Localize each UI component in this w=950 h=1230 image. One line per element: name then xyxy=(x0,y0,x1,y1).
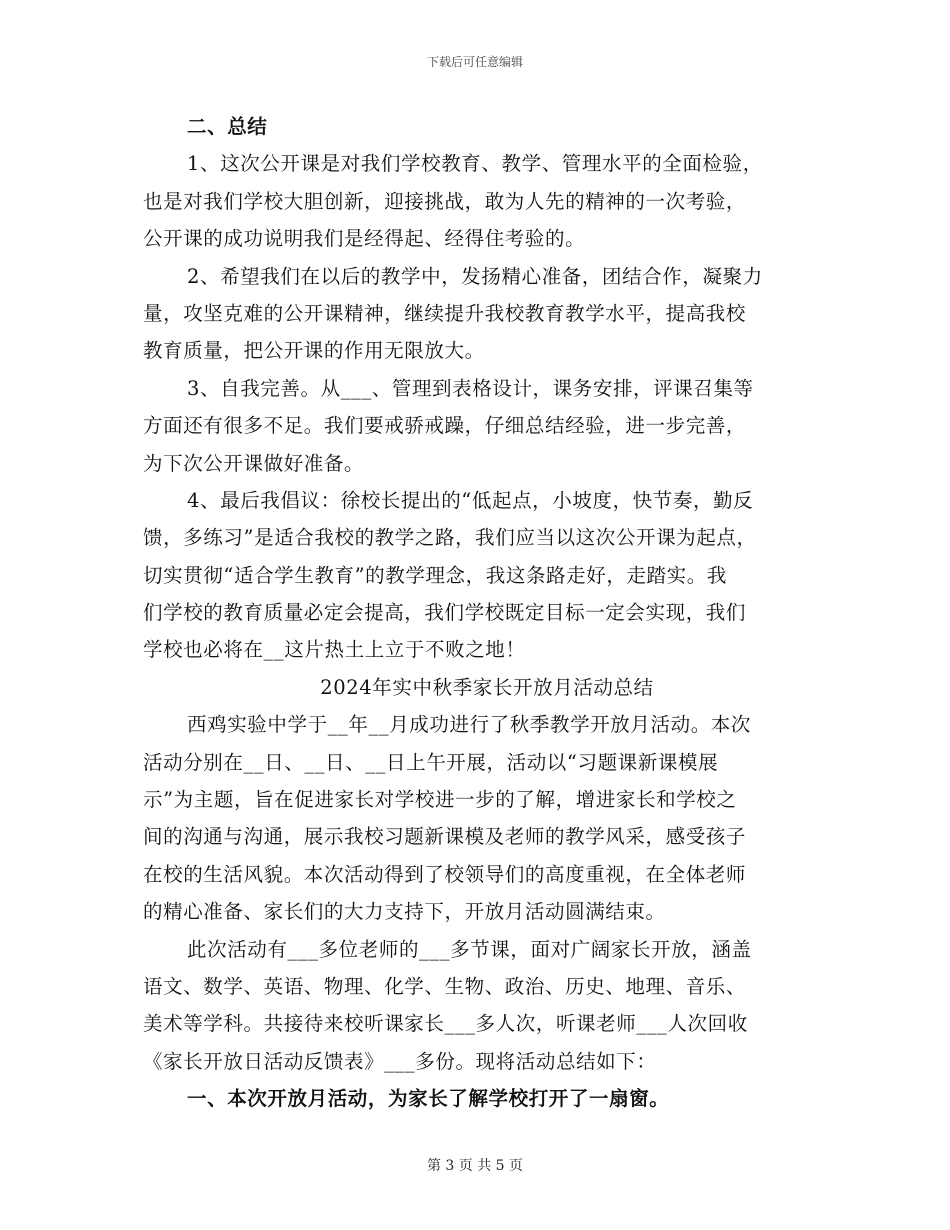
paragraph-line: 美术等学科。共接待来校听课家长___多人次，听课老师___人次回收 xyxy=(143,1012,748,1036)
section-heading-one: 一、本次开放月活动，为家长了解学校打开了一扇窗。 xyxy=(187,1087,670,1111)
header-note: 下载后可任意编辑 xyxy=(426,55,523,69)
document-title: 2024年实中秋季家长开放月活动总结 xyxy=(320,675,654,699)
paragraph-line: 示”为主题，旨在促进家长对学校进一步的了解，增进家长和学校之 xyxy=(143,788,737,812)
paragraph-line: 4、最后我倡议：徐校长提出的“低起点，小坡度，快节奏，勤反 xyxy=(187,488,754,512)
paragraph-line: 公开课的成功说明我们是经得起、经得住考验的。 xyxy=(143,227,586,251)
paragraph-line: 活动分别在__日、__日、__日上午开展，活动以“习题课新课模展 xyxy=(143,750,719,774)
paragraph-line: 学校也必将在__这片热土上立于不败之地！ xyxy=(143,638,526,662)
paragraph-line: 3、自我完善。从___、管理到表格设计，课务安排，评课召集等 xyxy=(187,376,754,400)
document-body xyxy=(143,108,811,1118)
paragraph-line: 间的沟通与沟通，展示我校习题新课模及老师的教学风采，感受孩子 xyxy=(143,825,747,849)
paragraph-line: 1、这次公开课是对我们学校教育、教学、管理水平的全面检验， xyxy=(187,152,763,176)
paragraph-line: 切实贯彻“适合学生教育”的教学理念，我这条路走好，走踏实。我 xyxy=(143,563,727,587)
paragraph-line: 语文、数学、英语、物理、化学、生物、政治、历史、地理、音乐、 xyxy=(143,974,747,998)
paragraph-line: 也是对我们学校大胆创新，迎接挑战，敢为人先的精神的一次考验， xyxy=(143,189,747,213)
paragraph-line: 们学校的教育质量必定会提高，我们学校既定目标一定会实现，我们 xyxy=(143,601,747,625)
paragraph-line: 的精心准备、家长们的大力支持下，开放月活动圆满结束。 xyxy=(143,900,666,924)
page-footer: 第 3 页 共 5 页 xyxy=(426,1158,524,1174)
paragraph-line: 为下次公开课做好准备。 xyxy=(143,451,365,475)
paragraph-line: 西鸡实验中学于__年__月成功进行了秋季教学开放月活动。本次 xyxy=(187,713,752,737)
paragraph-line: 方面还有很多不足。我们要戒骄戒躁，仔细总结经验，进一步完善， xyxy=(143,414,747,438)
paragraph-line: 此次活动有___多位老师的___多节课，面对广阔家长开放，涵盖 xyxy=(187,937,752,961)
paragraph-line: 2、希望我们在以后的教学中，发扬精心准备，团结合作，凝聚力 xyxy=(187,264,763,288)
paragraph-line: 馈，多练习”是适合我校的教学之路，我们应当以这次公开课为起点， xyxy=(143,526,757,550)
section-heading-summary: 二、总结 xyxy=(187,115,268,138)
paragraph-line: 在校的生活风貌。本次活动得到了校领导们的高度重视，在全体老师 xyxy=(143,862,747,886)
paragraph-line: 量，攻坚克难的公开课精神，继续提升我校教育教学水平，提高我校 xyxy=(143,301,747,325)
paragraph-line: 《家长开放日活动反馈表》___多份。现将活动总结如下： xyxy=(143,1049,657,1073)
paragraph-line: 教育质量，把公开课的作用无限放大。 xyxy=(143,339,485,363)
